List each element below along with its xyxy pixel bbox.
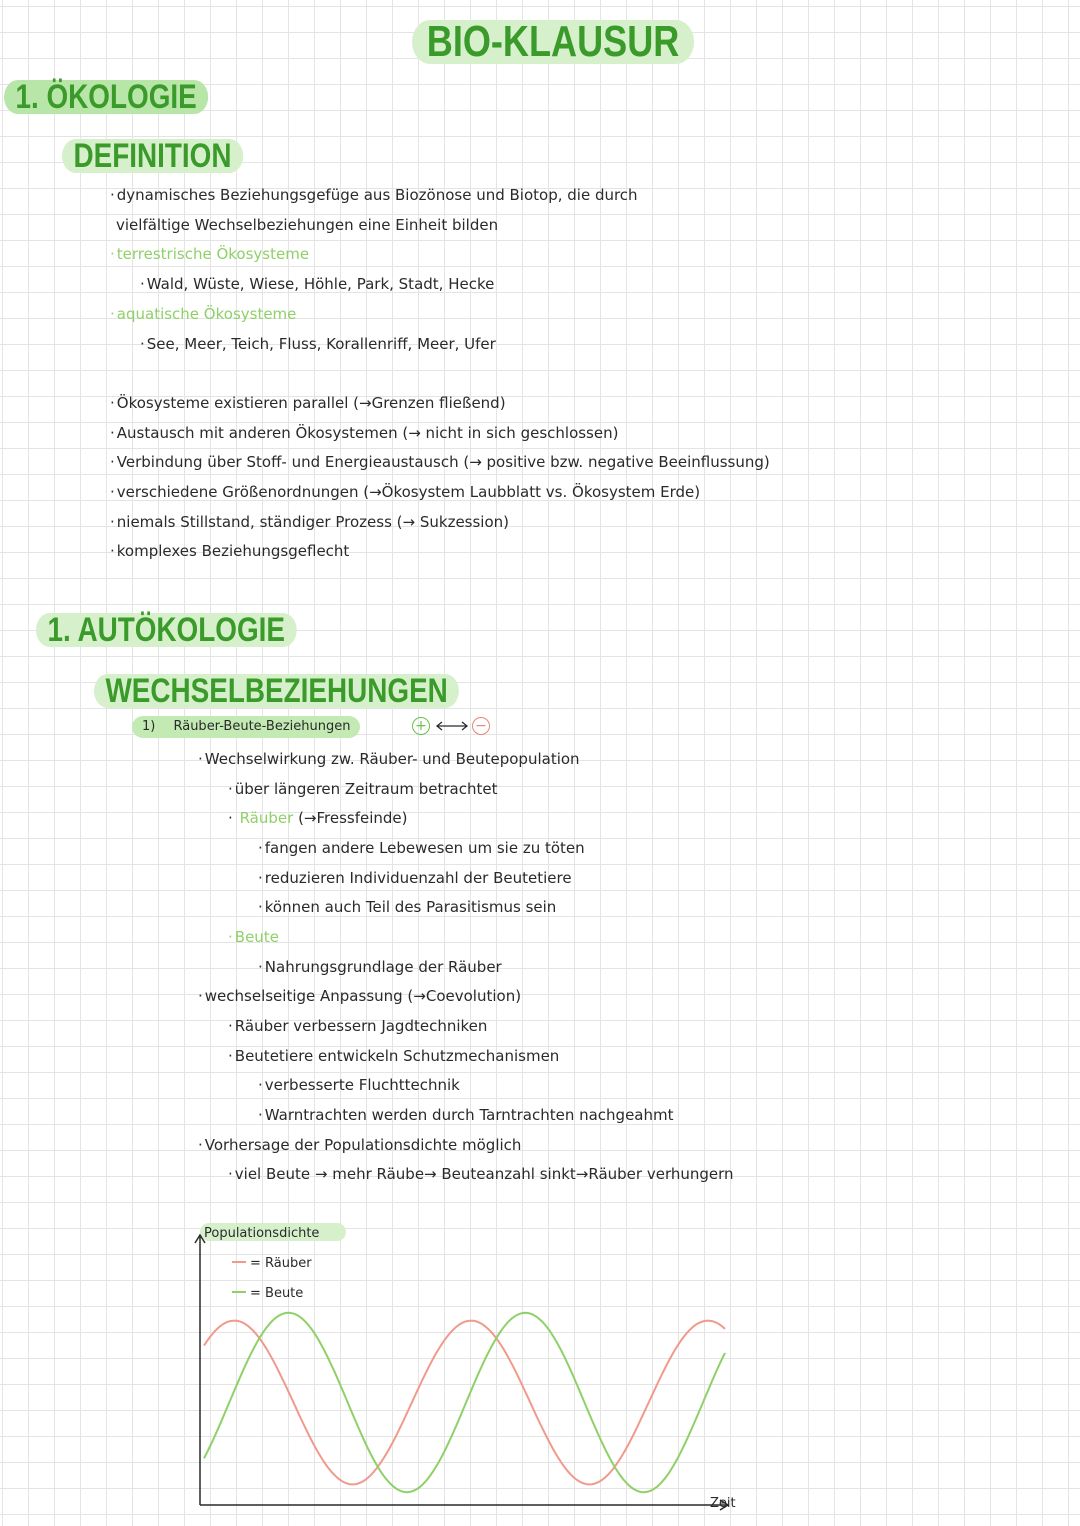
- fact-item: · verschiedene Größenordnungen (→Ökosystem Laubblatt vs. Ökosystem Erde): [110, 482, 700, 502]
- fact-item: · Ökosysteme existieren parallel (→Grenzen fließend): [110, 393, 506, 413]
- predator-label: Räuber: [239, 809, 294, 827]
- topic-pill: [132, 716, 360, 738]
- double-arrow-icon: [434, 719, 470, 733]
- series-line-prey: [204, 1313, 725, 1492]
- rb-line: · Beutetiere entwickeln Schutzmechanismen: [228, 1046, 559, 1066]
- subheading-definition: DEFINITION: [62, 139, 243, 173]
- rb-line: · Räuber verbessern Jagdtechniken: [228, 1016, 487, 1036]
- rb-line: · reduzieren Individuenzahl der Beutetiere: [258, 868, 572, 888]
- rb-line: · fangen andere Lebewesen um sie zu töten: [258, 838, 585, 858]
- x-axis-label: Zeit: [710, 1496, 736, 1511]
- interaction-symbol: [412, 715, 492, 737]
- rb-line: [228, 808, 408, 828]
- y-axis-label: Populationsdichte: [204, 1226, 320, 1241]
- fact-item: · Austausch mit anderen Ökosystemen (→ nicht in sich geschlossen): [110, 423, 618, 443]
- predator-note: (→Fressfeinde): [298, 809, 408, 827]
- section-heading-oekologie: 1. ÖKOLOGIE: [4, 80, 208, 114]
- series-line-predator: [204, 1321, 725, 1485]
- terrestrial-label: · terrestrische Ökosysteme: [110, 244, 309, 264]
- page-title: BIO-KLAUSUR: [412, 20, 694, 64]
- rb-line: · Wechselwirkung zw. Räuber- und Beutepopulation: [198, 749, 580, 769]
- rb-line: · Nahrungsgrundlage der Räuber: [258, 957, 502, 977]
- rb-line: · verbesserte Fluchttechnik: [258, 1075, 460, 1095]
- predator-prey-chart: [180, 1215, 760, 1520]
- topic-number: 1): [142, 719, 156, 734]
- rb-line: · können auch Teil des Parasitismus sein: [258, 897, 556, 917]
- fact-item: · niemals Stillstand, ständiger Prozess (→ Sukzession): [110, 512, 509, 532]
- terrestrial-items: · Wald, Wüste, Wiese, Höhle, Park, Stadt, Hecke: [140, 274, 494, 294]
- legend-label-prey: = Beute: [250, 1286, 304, 1301]
- rb-line: · wechselseitige Anpassung (→Coevolution): [198, 986, 521, 1006]
- rb-line: · Warntrachten werden durch Tarntrachten nachgeahmt: [258, 1105, 674, 1125]
- aquatic-items: · See, Meer, Teich, Fluss, Korallenriff, Meer, Ufer: [140, 334, 496, 354]
- aquatic-label: · aquatische Ökosysteme: [110, 304, 296, 324]
- fact-item: · komplexes Beziehungsgeflecht: [110, 541, 349, 561]
- definition-line-1: · dynamisches Beziehungsgefüge aus Biozönose und Biotop, die durch: [110, 185, 638, 205]
- rb-line: · viel Beute → mehr Räube→ Beuteanzahl sinkt→Räuber verhungern: [228, 1164, 734, 1184]
- subheading-wechselbeziehungen: WECHSELBEZIEHUNGEN: [94, 674, 459, 708]
- definition-line-2: vielfältige Wechselbeziehungen eine Einheit bilden: [116, 216, 499, 234]
- plus-circle-icon: +: [412, 717, 430, 735]
- legend-label-predator: = Räuber: [250, 1256, 312, 1271]
- topic-label: Räuber-Beute-Beziehungen: [173, 719, 351, 734]
- section-heading-autoekologie: 1. AUTÖKOLOGIE: [36, 613, 296, 647]
- minus-circle-icon: −: [472, 717, 490, 735]
- rb-line: · über längeren Zeitraum betrachtet: [228, 779, 497, 799]
- rb-line: · Vorhersage der Populationsdichte möglich: [198, 1135, 521, 1155]
- prey-label: · Beute: [228, 927, 279, 947]
- fact-item: · Verbindung über Stoff- und Energieaustausch (→ positive bzw. negative Beeinflussung): [110, 452, 770, 472]
